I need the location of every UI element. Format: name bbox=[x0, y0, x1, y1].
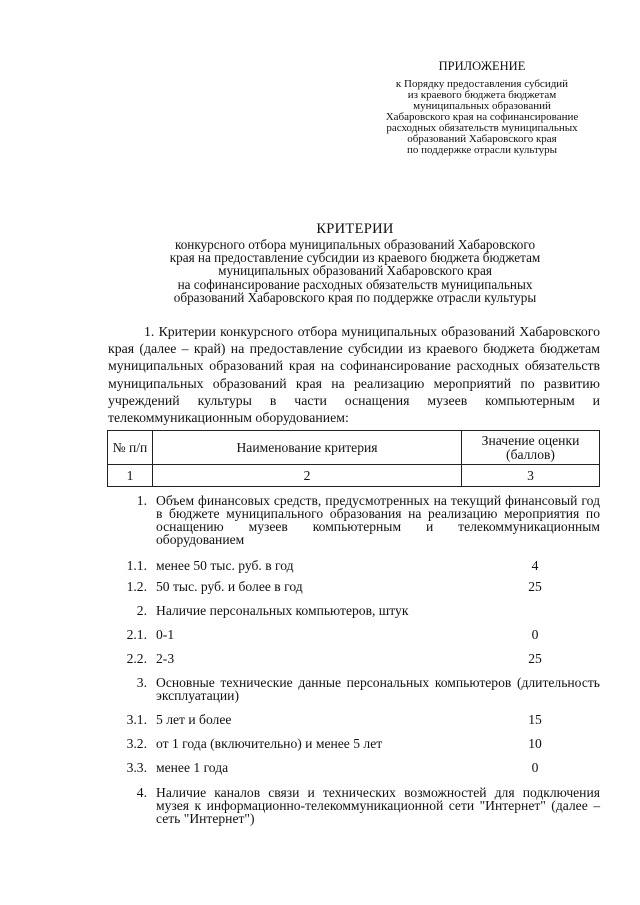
document-title: КРИТЕРИИ bbox=[316, 221, 394, 237]
criterion-number: 1.2. bbox=[126, 579, 147, 594]
appendix-line: Хабаровского края на софинансирование bbox=[385, 111, 579, 123]
criterion-value: 15 bbox=[528, 712, 542, 727]
document-subtitle bbox=[105, 238, 605, 304]
subtitle-line: на софинансирование расходных обязательств муниципальных bbox=[177, 276, 533, 292]
criterion-number: 3.3. bbox=[126, 760, 147, 775]
subtitle-line: образований Хабаровского края по поддержке отрасли культуры bbox=[173, 289, 537, 305]
criterion-number: 4. bbox=[136, 785, 147, 800]
appendix-line: из краевого бюджета бюджетам bbox=[407, 89, 557, 101]
criterion-number: 3. bbox=[136, 675, 147, 690]
criterion-number: 2.1. bbox=[126, 627, 147, 642]
appendix-line: муниципальных образований bbox=[413, 100, 551, 112]
intro-paragraph: 1. Критерии конкурсного отбора муниципальных образований Хабаровского края (далее – край) на предоставление субсидии из краевого бюджета бюджетам муниципальных образований края на софинансирование расходных обязательств муниципальных образований края на реализацию мероприятий по развитию учреждений культуры в части оснащения музеев компьютерным и телекоммуникационным оборудованием: bbox=[108, 324, 600, 426]
criteria-table-header bbox=[107, 430, 600, 487]
header-criterion: Наименование критерия bbox=[153, 431, 462, 465]
subtitle-line: края на предоставление субсидии из краевого бюджета бюджетам bbox=[169, 250, 541, 266]
criterion-number: 1.1. bbox=[126, 558, 147, 573]
subtitle-line: конкурсного отбора муниципальных образований Хабаровского bbox=[174, 237, 536, 252]
header-score: Значение оценки (баллов) bbox=[462, 431, 600, 465]
criterion-value: 25 bbox=[528, 651, 542, 666]
header-number: № п/п bbox=[108, 431, 153, 465]
appendix-heading: ПРИЛОЖЕНИЕ bbox=[438, 59, 526, 73]
criterion-text: 2-3 bbox=[156, 651, 175, 666]
criterion-text: Объем финансовых средств, предусмотренных на текущий финансовый год в бюджете муниципального образования на реализацию мероприятия по оснащению музеев компьютерным и телекоммуникационным оборудованием bbox=[156, 493, 600, 547]
column-number-1: 1 bbox=[108, 465, 153, 487]
criterion-text: менее 50 тыс. руб. в год bbox=[156, 558, 294, 573]
criterion-number: 3.1. bbox=[126, 712, 147, 727]
criterion-text: Наличие каналов связи и технических возможностей для подключения музея к информационно-телекоммуникационной сети "Интернет" (далее – сеть "Интернет") bbox=[156, 785, 600, 826]
appendix-line: образований Хабаровского края bbox=[407, 133, 557, 145]
criterion-text: от 1 года (включительно) и менее 5 лет bbox=[156, 736, 383, 751]
column-number-3: 3 bbox=[462, 465, 600, 487]
criterion-text: Наличие персональных компьютеров, штук bbox=[156, 603, 409, 618]
appendix-line: расходных обязательств муниципальных bbox=[386, 122, 578, 134]
criterion-value: 10 bbox=[528, 736, 542, 751]
criterion-number: 3.2. bbox=[126, 736, 147, 751]
criterion-text: Основные технические данные персональных компьютеров (длительность эксплуатации) bbox=[156, 675, 600, 703]
appendix-line: по поддержке отрасли культуры bbox=[406, 144, 558, 156]
appendix-line: к Порядку предоставления субсидий bbox=[395, 78, 569, 90]
criterion-text: менее 1 года bbox=[156, 760, 229, 775]
criterion-number: 2.2. bbox=[126, 651, 147, 666]
criterion-value: 25 bbox=[528, 579, 542, 594]
appendix-block bbox=[362, 58, 602, 156]
criterion-value: 0 bbox=[531, 627, 539, 642]
criterion-text: 0-1 bbox=[156, 627, 175, 642]
criterion-text: 5 лет и более bbox=[156, 712, 232, 727]
subtitle-line: муниципальных образований Хабаровского края bbox=[218, 263, 492, 279]
criterion-number: 2. bbox=[136, 603, 147, 618]
column-number-2: 2 bbox=[153, 465, 462, 487]
criterion-number: 1. bbox=[136, 493, 147, 508]
criterion-text: 50 тыс. руб. и более в год bbox=[156, 579, 303, 594]
criterion-value: 0 bbox=[531, 760, 539, 775]
criterion-value: 4 bbox=[531, 558, 539, 573]
